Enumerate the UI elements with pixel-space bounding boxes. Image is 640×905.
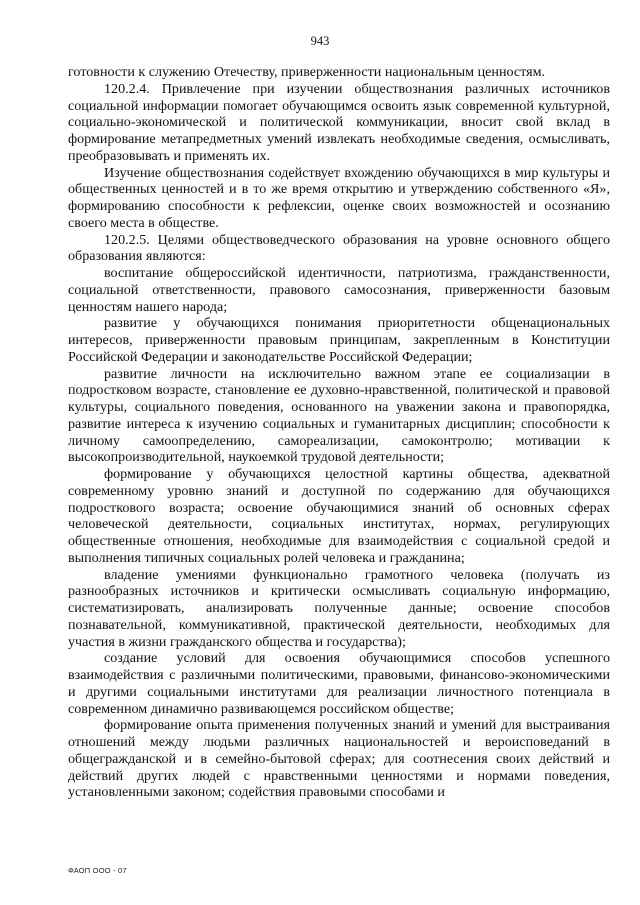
paragraph: создание условий для освоения обучающимися способов успешного взаимодействия с различными политическими, правовыми, финансово-экономическими и другими социальными институтами для реализации личностного потенциала в современном динамично развивающемся российском обществе; [68, 650, 610, 717]
paragraph: готовности к служению Отечеству, приверженности национальным ценностям. [68, 64, 546, 80]
paragraph: развитие личности на исключительно важном этапе ее социализации в подростковом возрасте, становление ее духовно-нравственной, политической и правовой культуры, социального поведения, основанного на уважении закона и правопорядка, развитие интереса к изучению социальных и гуманитарных дисциплин; способности к личному самоопределению, самореализации, самоконтролю; мотивации к высокопроизводительной, наукоемкой трудовой деятельности; [68, 365, 610, 466]
footer-doc-code: ФАОП ООО - 07 [68, 866, 127, 875]
paragraph: формирование у обучающихся целостной картины общества, адекватной современному уровню знаний и доступной по содержанию для обучающихся подросткового возраста; освоение обучающимися знаний об основных сферах человеческой деятельности, социальных институтах, нормах, регулирующих общественные отношения, необходимые для взаимодействия с социальной средой и выполнения типичных социальных ролей человека и гражданина; [68, 466, 610, 566]
body-text [68, 64, 610, 801]
paragraph: развитие у обучающихся понимания приоритетности общенациональных интересов, приверженности правовым принципам, закрепленным в Конституции Российской Федерации и законодательстве Российской Федерации; [68, 315, 610, 365]
page-number: 943 [310, 34, 330, 48]
paragraph: формирование опыта применения полученных знаний и умений для выстраивания отношений между людьми различных национальностей и вероисповеданий в общегражданской и в семейно-бытовой сферах; для соотнесения своих действий и действий других людей с нравственными ценностями и нормами поведения, установленными законом; содействия правовыми способами и [68, 717, 610, 801]
paragraph: владение умениями функционально грамотного человека (получать из разнообразных источников и критически осмысливать социальную информацию, систематизировать, анализировать полученные данные; освоение способов познавательной, коммуникативной, практической деятельности, необходимых для участия в жизни гражданского общества и государства); [68, 566, 610, 650]
paragraph: 120.2.5. Целями обществоведческого образования на уровне основного общего образования являются: [68, 231, 610, 265]
paragraph: Изучение обществознания содействует вхождению обучающихся в мир культуры и общественных ценностей и в то же время открытию и утверждению собственного «Я», формированию способности к рефлексии, оценке своих возможностей и осознанию своего места в обществе. [68, 164, 610, 231]
paragraph: воспитание общероссийской идентичности, патриотизма, гражданственности, социальной ответственности, правового самосознания, приверженности базовым ценностям нашего народа; [68, 265, 610, 315]
paragraph: 120.2.4. Привлечение при изучении обществознания различных источников социальной информации помогает обучающимся освоить язык современной культурной, социально-экономической и политической коммуникации, вносит свой вклад в формирование метапредметных умений извлекать необходимые сведения, осмысливать, преобразовывать и применять их. [68, 80, 610, 164]
